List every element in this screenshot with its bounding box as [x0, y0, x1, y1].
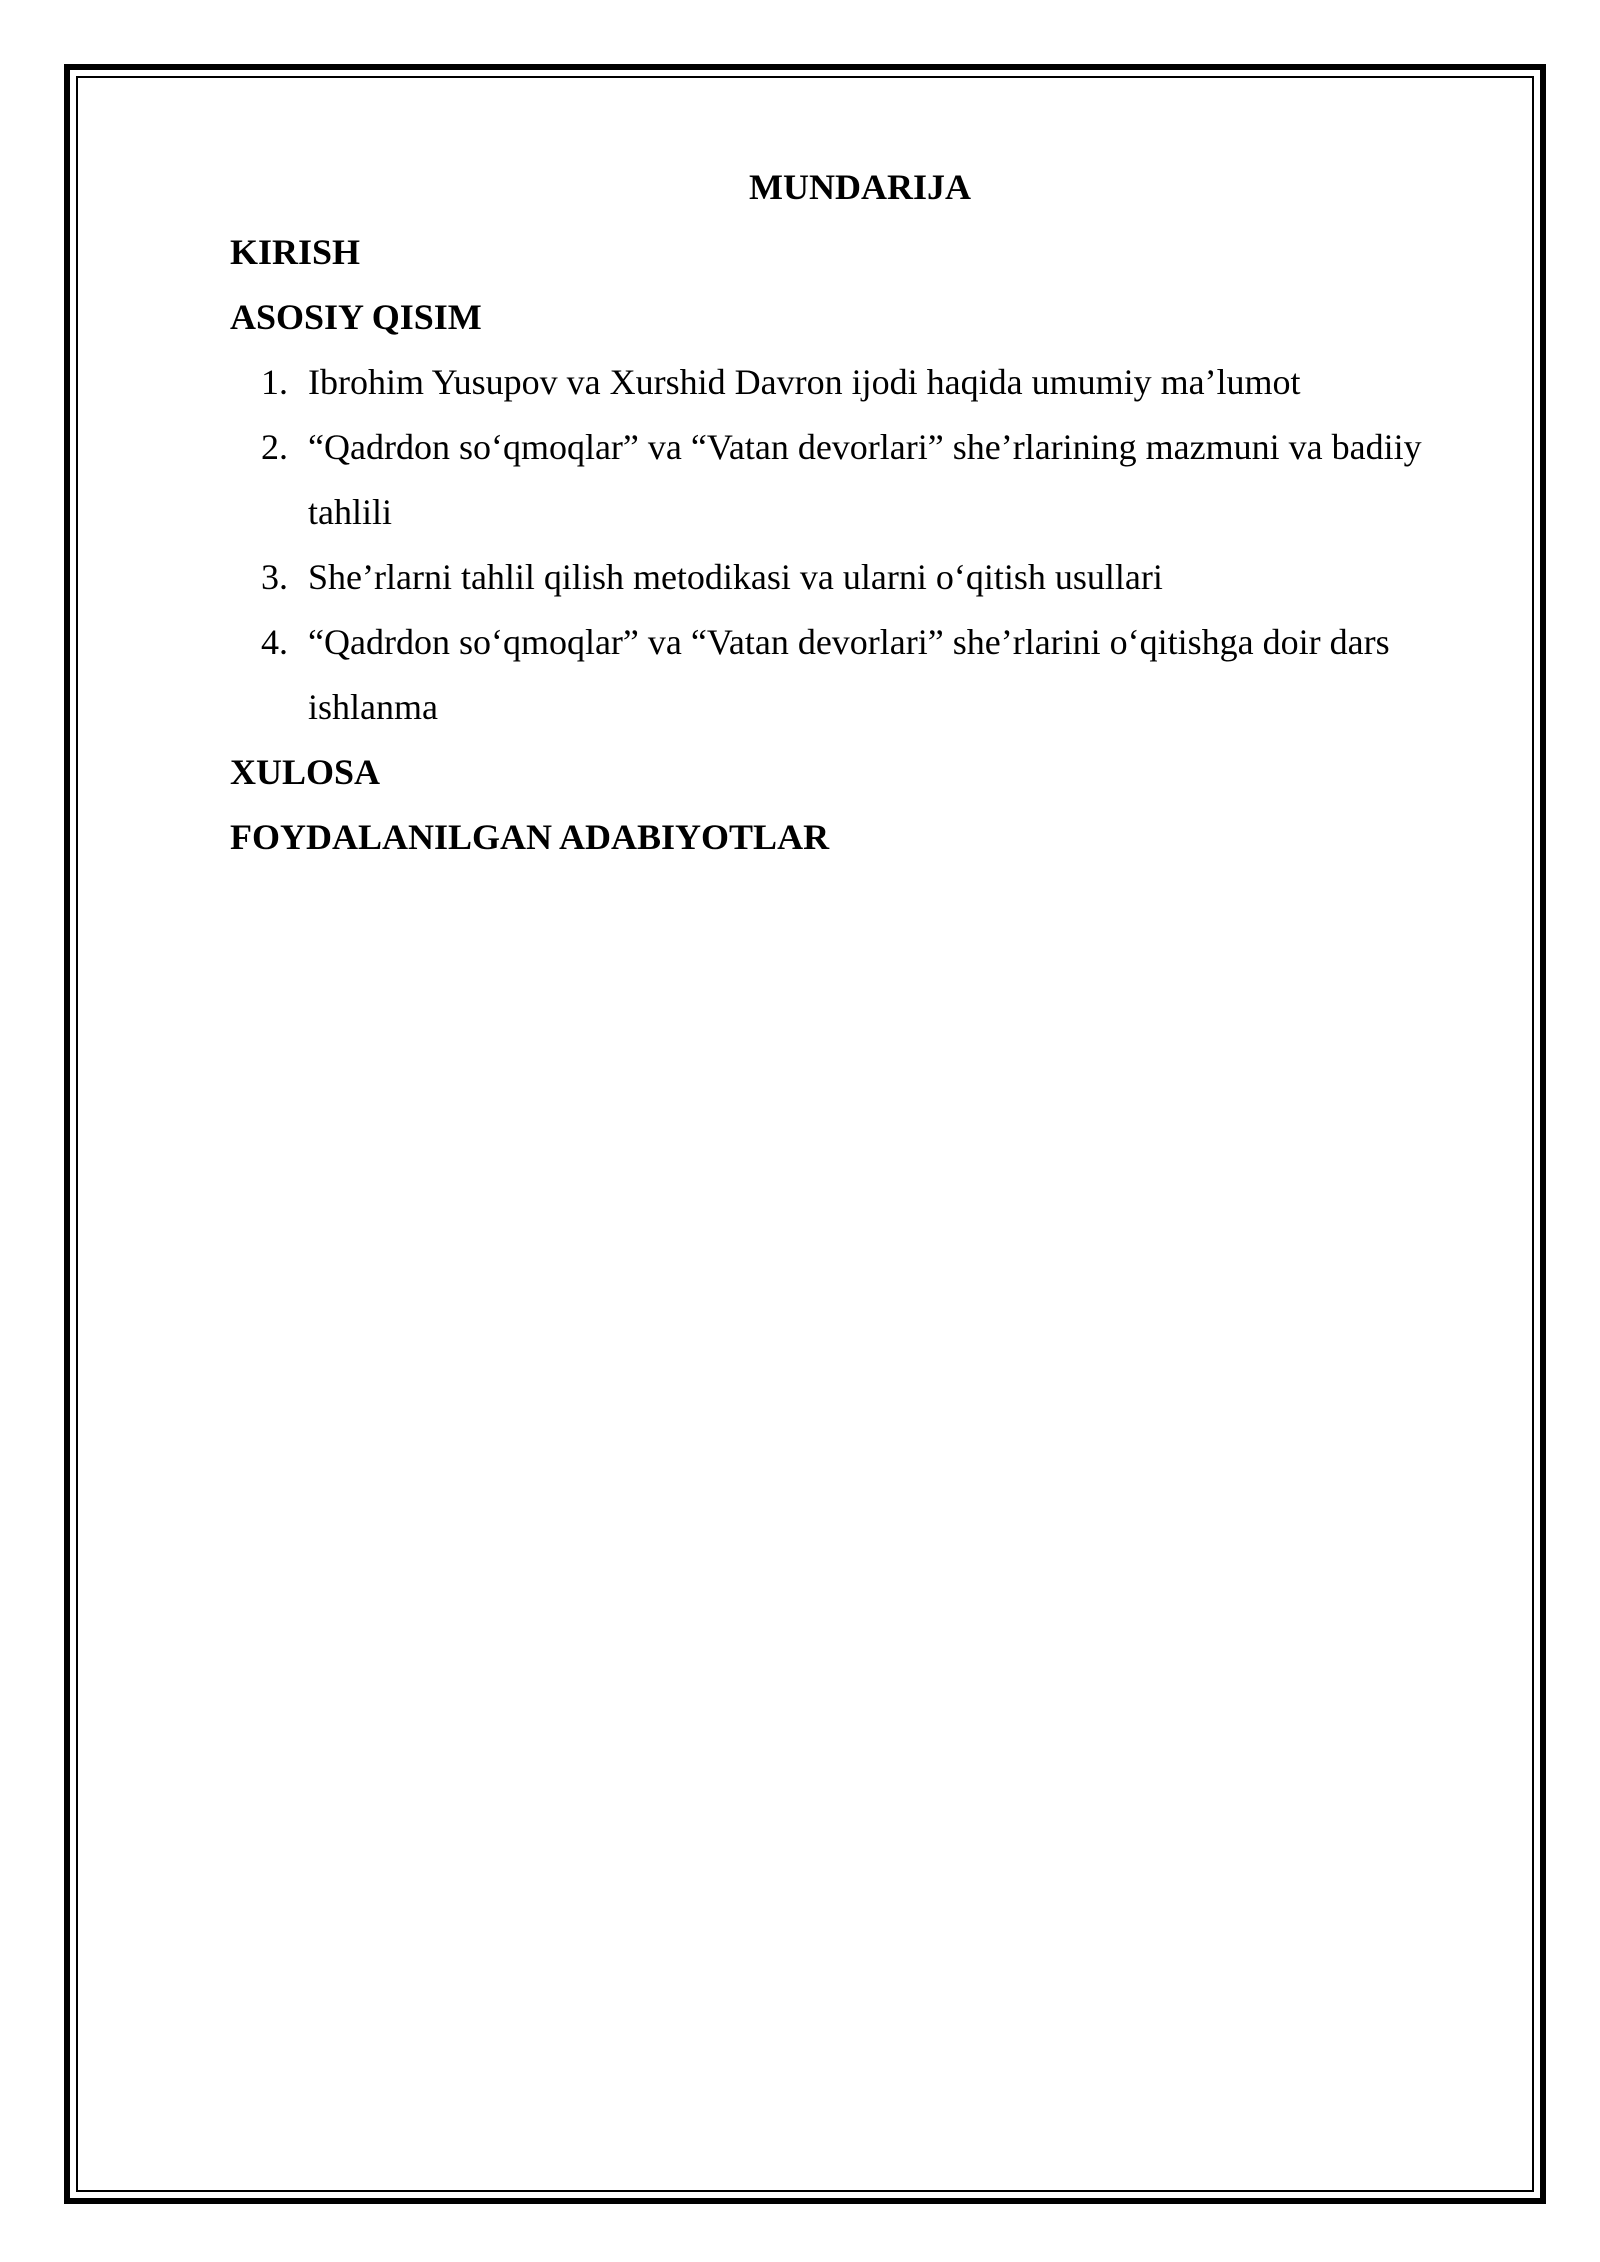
list-item-number: 3.: [261, 557, 288, 597]
section-main: ASOSIY QISIM: [230, 297, 482, 337]
list-item-text: She’rlarni tahlil qilish metodikasi va ularni o‘qitish usullari: [308, 557, 1163, 597]
list-item-number: 2.: [261, 427, 288, 467]
list-item-number: 1.: [261, 362, 288, 402]
list-item: [230, 545, 1480, 610]
toc-title: MUNDARIJA: [749, 167, 971, 207]
list-item: [230, 610, 1480, 740]
section-references: FOYDALANILGAN ADABIYOTLAR: [230, 817, 830, 857]
list-item-text: “Qadrdon so‘qmoqlar” va “Vatan devorlari” she’rlarini o‘qitishga doir dars ishlanma: [308, 622, 1390, 727]
table-of-contents: [230, 145, 1480, 870]
list-item-text: “Qadrdon so‘qmoqlar” va “Vatan devorlari” she’rlarining mazmuni va badiiy tahlili: [308, 427, 1422, 532]
list-item: [230, 415, 1480, 545]
section-conclusion: XULOSA: [230, 752, 381, 792]
main-section-list: [230, 350, 1480, 740]
section-intro: KIRISH: [230, 232, 361, 272]
list-item: [230, 350, 1480, 415]
list-item-number: 4.: [261, 622, 288, 662]
list-item-text: Ibrohim Yusupov va Xurshid Davron ijodi haqida umumiy ma’lumot: [308, 362, 1301, 402]
